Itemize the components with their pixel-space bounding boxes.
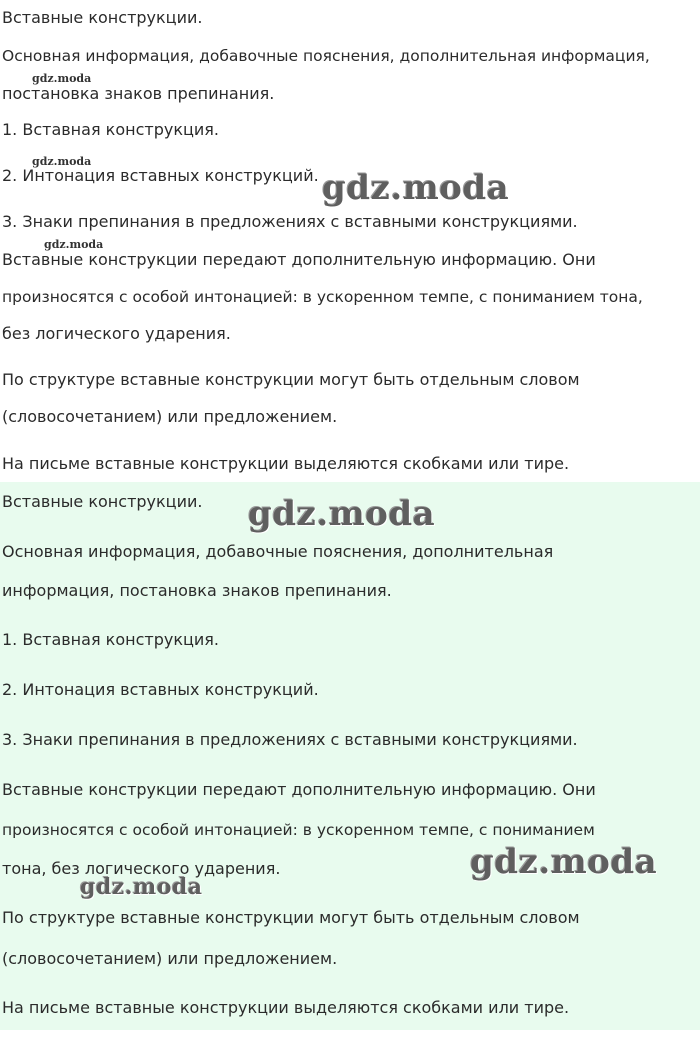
text-line: 2. Интонация вставных конструкций.: [2, 166, 319, 185]
text-line: тона, без логического ударения.: [2, 859, 281, 878]
text-line: Основная информация, добавочные пояснения, дополнительная: [2, 542, 554, 561]
text-line: постановка знаков препинания.: [2, 84, 275, 103]
watermark-small: gdz.moda: [44, 238, 104, 251]
watermark-large: gdz.moda: [80, 874, 203, 900]
text-line: 3. Знаки препинания в предложениях с вставными конструкциями.: [2, 730, 578, 749]
watermark-large: gdz.moda: [470, 842, 658, 882]
text-line: Вставные конструкции передают дополнительную информацию. Они: [2, 250, 596, 269]
text-line: 1. Вставная конструкция.: [2, 120, 219, 139]
text-block-top: [0, 0, 700, 482]
text-line: Основная информация, добавочные пояснения, дополнительная информация,: [2, 47, 650, 65]
watermark-large: gdz.moda: [248, 494, 436, 534]
text-line: Вставные конструкции.: [2, 492, 203, 511]
text-line: 2. Интонация вставных конструкций.: [2, 680, 319, 699]
text-block-highlighted: [0, 482, 700, 1030]
text-line: произносятся с особой интонацией: в ускоренном темпе, с пониманием: [2, 821, 595, 839]
text-line: По структуре вставные конструкции могут быть отдельным словом: [2, 908, 580, 927]
text-line: По структуре вставные конструкции могут быть отдельным словом: [2, 370, 580, 389]
text-line: 3. Знаки препинания в предложениях с вставными конструкциями.: [2, 212, 578, 231]
text-line: произносятся с особой интонацией: в ускоренном темпе, с пониманием тона,: [2, 288, 643, 306]
text-line: (словосочетанием) или предложением.: [2, 407, 338, 426]
text-line: 1. Вставная конструкция.: [2, 630, 219, 649]
text-line: На письме вставные конструкции выделяются скобками или тире.: [2, 454, 570, 473]
text-line: На письме вставные конструкции выделяются скобками или тире.: [2, 998, 570, 1017]
text-line: без логического ударения.: [2, 324, 231, 343]
text-line: (словосочетанием) или предложением.: [2, 949, 338, 968]
watermark-small: gdz.moda: [32, 155, 92, 168]
text-line: Вставные конструкции.: [2, 8, 203, 27]
watermark-small: gdz.moda: [32, 72, 92, 85]
text-line: информация, постановка знаков препинания.: [2, 581, 392, 600]
watermark-large: gdz.moda: [322, 168, 510, 208]
text-line: Вставные конструкции передают дополнительную информацию. Они: [2, 780, 596, 799]
